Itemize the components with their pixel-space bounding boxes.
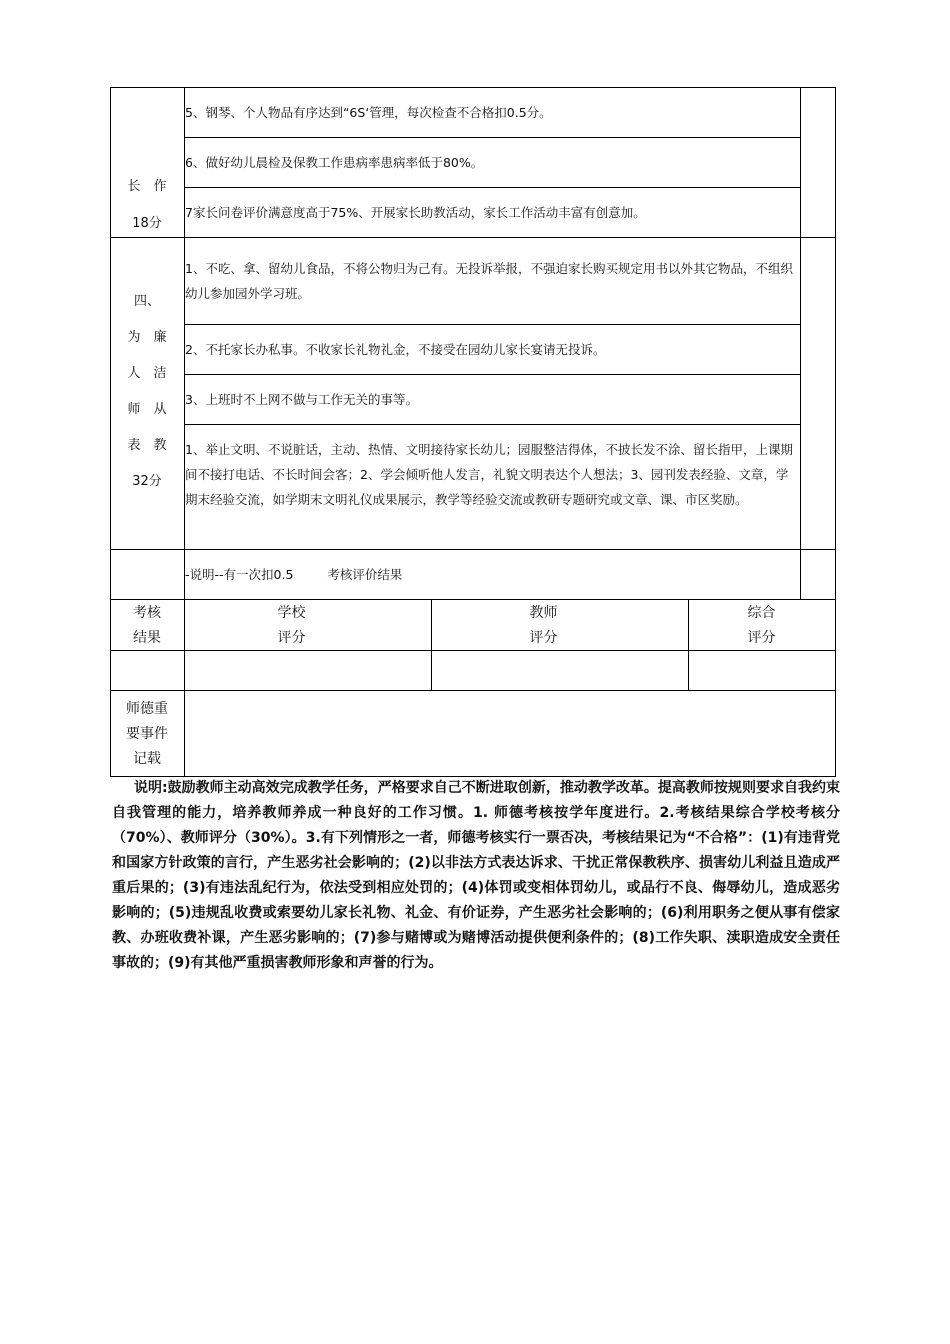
upper-section-label — [110, 176, 184, 235]
events-label-line: 要事件 — [126, 726, 168, 742]
integrity-item-2: 2、不托家长办私事。不收家长礼物礼金，不接受在园幼儿家长宴请无投诉。 — [185, 342, 606, 357]
events-label-line: 师德重 — [126, 701, 168, 717]
upper-label-score: 18分 — [132, 216, 162, 231]
section4-label-line: 32分 — [132, 474, 162, 489]
section4-label-line: 为 廉 — [127, 330, 167, 345]
events-label-line: 记载 — [133, 751, 161, 767]
assessment-note — [112, 776, 840, 976]
note-text: 说明:鼓励教师主动高效完成教学任务，严格要求自己不断进取创新，推动教学改革。提高教师按规则要求自我约束自我管理的能力，培养教师养成一种良好的工作习惯。1. 师德考核按学年度进行。2.考核结果综合学校考核分（70%）、教师评分（30%）。3.有下列情形之一者，师德考核实行一票否决，考核结果记为“不合格”：(1)有违背党和国家方针政策的言行，产生恶劣社会影响的；(2)以非法方式表达诉求、干扰正常保教秩序、损害幼儿利益且造成严重后果的；(3)有违法乱纪行为，依法受到相应处罚的；(4)体罚或变相体罚幼儿，或品行不良、侮辱幼儿，造成恶劣影响的；(5)违规乱收费或索要幼儿家长礼物、礼金、有价证券，产生恶劣社会影响的；(6)利用职务之便从事有偿家教、办班收费补课，产生恶劣影响的；(7)参与赌博或为赌博活动提供便利条件的；(8)工作失职、渎职造成安全责任事故的；(9)有其他严重损害教师形象和声誉的行为。 — [112, 780, 840, 971]
teacher-score-cell[interactable] — [432, 651, 688, 690]
deduction-remark-text: -说明--有一次扣0.5 — [185, 567, 294, 582]
deduction-remark — [185, 562, 797, 587]
major-events-cell[interactable] — [185, 691, 835, 776]
results-label-line: 考核 — [133, 605, 161, 621]
results-label-line: 结果 — [133, 630, 161, 646]
section4-label-line: 师 从 — [127, 402, 167, 417]
criterion-item-7: 7家长问卷评价满意度高于75%、开展家长助教活动，家长工作活动丰富有创意加。 — [185, 205, 646, 220]
school-score-header — [184, 601, 399, 651]
school-score-line: 评分 — [277, 630, 306, 646]
integrity-item-3: 3、上班时不上网不做与工作无关的事等。 — [185, 392, 418, 407]
criterion-item-6: 6、做好幼儿晨检及保教工作患病率患病率低于80%。 — [185, 155, 484, 170]
section4-label-line: 人 洁 — [127, 366, 167, 381]
upper-label-line1: 长 作 — [127, 179, 167, 194]
overall-score-header — [688, 601, 835, 651]
result-label: 考核评价结果 — [327, 567, 403, 582]
teacher-score-header — [431, 601, 656, 651]
teacher-score-line: 教师 — [529, 605, 558, 621]
integrity-item-1: 1、不吃、拿、留幼儿食品，不将公物归为己有。无投诉举报，不强迫家长购买规定用书以外其它物品，不组织幼儿参加园外学习班。 — [185, 261, 793, 301]
major-events-label — [110, 697, 184, 772]
section4-label-line: 表 教 — [127, 438, 167, 453]
school-score-line: 学校 — [277, 605, 306, 621]
overall-score-cell[interactable] — [689, 651, 835, 690]
section4-label-line: 四、 — [133, 294, 160, 309]
criterion-item-5: 5、钢琴、个人物品有序达到“6S‘管理，每次检查不合格扣0.5分。 — [185, 105, 552, 120]
teacher-score-line: 评分 — [529, 630, 558, 646]
conduct-item: 1、举止文明、不说脏话，主动、热情、文明接待家长幼儿；园服整洁得体，不披长发不涂、留长指甲，上课期间不接打电话、不长时间会客；2、学会倾听他人发言，礼貌文明表达个人想法；3、园刊发表经验、文章，学期末经验交流，如学期末文明礼仪成果展示，教学等经验交流或教研专题研究或文章、课、市区奖励。 — [185, 442, 793, 507]
overall-score-line: 综合 — [747, 605, 776, 621]
results-label — [110, 601, 184, 651]
overall-score-line: 评分 — [747, 630, 776, 646]
school-score-cell[interactable] — [185, 651, 431, 690]
section4-label — [110, 290, 184, 506]
